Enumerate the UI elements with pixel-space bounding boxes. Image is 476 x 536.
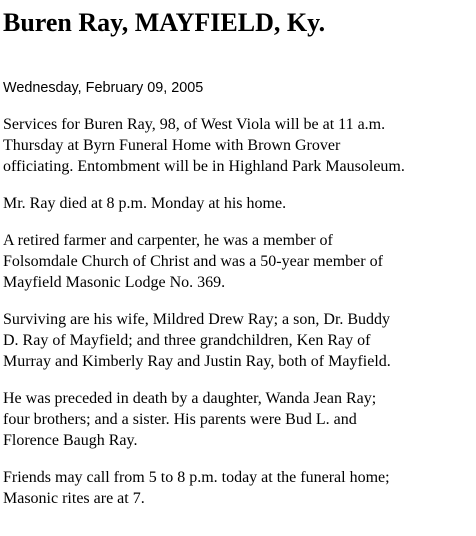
paragraph-line: Mayfield Masonic Lodge No. 369.	[3, 274, 226, 291]
paragraph-survivors	[3, 309, 473, 372]
article-date: Wednesday, February 09, 2005	[3, 80, 204, 96]
paragraph-line: Friends may call from 5 to 8 p.m. today at the funeral home;	[3, 469, 390, 486]
paragraph-preceded	[3, 388, 473, 451]
paragraph-line: Surviving are his wife, Mildred Drew Ray; a son, Dr. Buddy	[3, 311, 391, 328]
paragraph-line: He was preceded in death by a daughter, Wanda Jean Ray;	[3, 390, 377, 407]
paragraph-line: Thursday at Byrn Funeral Home with Brown Grover	[3, 137, 341, 154]
article-title: Buren Ray, MAYFIELD, Ky.	[3, 8, 326, 37]
paragraph-line: Florence Baugh Ray.	[3, 432, 138, 449]
paragraph-line: officiating. Entombment will be in Highland Park Mausoleum.	[3, 158, 405, 175]
paragraph-services	[3, 114, 473, 177]
paragraph-death	[3, 193, 473, 214]
paragraph-line: Murray and Kimberly Ray and Justin Ray, both of Mayfield.	[3, 353, 391, 370]
paragraph-visitation	[3, 467, 473, 509]
paragraph-career	[3, 230, 473, 293]
paragraph-line: Services for Buren Ray, 98, of West Viola will be at 11 a.m.	[3, 116, 386, 133]
paragraph-line: D. Ray of Mayfield; and three grandchildren, Ken Ray of	[3, 332, 371, 349]
paragraph-line: Mr. Ray died at 8 p.m. Monday at his home.	[3, 195, 287, 212]
paragraph-line: Masonic rites are at 7.	[3, 490, 145, 507]
paragraph-line: A retired farmer and carpenter, he was a member of	[3, 232, 333, 249]
paragraph-line: Folsomdale Church of Christ and was a 50-year member of	[3, 253, 383, 270]
obituary-article	[3, 0, 473, 509]
paragraph-line: four brothers; and a sister. His parents were Bud L. and	[3, 411, 357, 428]
